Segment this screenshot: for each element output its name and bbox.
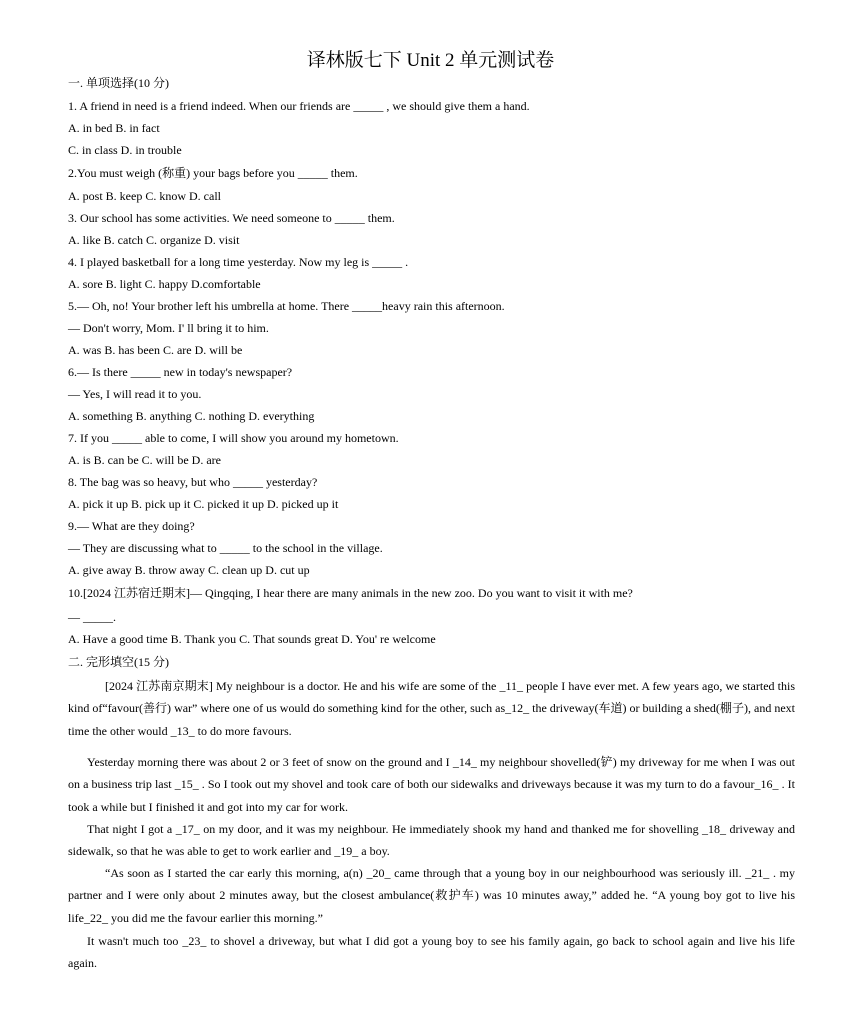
answer-options: A. something B. anything C. nothing D. everything [68, 409, 315, 423]
section-heading-cloze: 二. 完形填空(15 分) [68, 655, 169, 669]
question-text: 3. Our school has some activities. We need someone to _____ them. [68, 211, 395, 225]
answer-options: A. in bed B. in fact [68, 121, 160, 135]
question-text: 1. A friend in need is a friend indeed. When our friends are _____ , we should give them a hand. [68, 99, 530, 113]
question-text: 6.— Is there _____ new in today's newspaper? [68, 365, 293, 379]
page-title: 译林版七下 Unit 2 单元测试卷 [306, 50, 555, 71]
answer-options: A. give away B. throw away C. clean up D. cut up [68, 563, 310, 577]
answer-options: C. in class D. in trouble [68, 143, 182, 157]
cloze-paragraph: It wasn't much too _23_ to shovel a driveway, but what I did got a young boy to see his family again, go back to school again and live his life again. [68, 934, 795, 971]
answer-options: A. was B. has been C. are D. will be [68, 343, 243, 357]
answer-options: A. Have a good time B. Thank you C. That sounds great D. You' re welcome [68, 632, 436, 646]
answer-options: A. sore B. light C. happy D.comfortable [68, 277, 261, 291]
answer-options: A. is B. can be C. will be D. are [68, 453, 221, 467]
question-text: 5.— Oh, no! Your brother left his umbrella at home. There _____heavy rain this afternoon. [68, 299, 505, 313]
answer-options: A. pick it up B. pick up it C. picked it up D. picked up it [68, 497, 339, 511]
answer-options: A. post B. keep C. know D. call [68, 189, 221, 203]
cloze-paragraph: [2024 江苏南京期末] My neighbour is a doctor. He and his wife are some of the _11_ people I have ever met. A few years ago, we started this kind of“favour(善行) war” where one of us would do something kind for the other, such as_12_ the driveway(车道) or building a shed(棚子), and next time the other would _13_ to do more favours. [68, 679, 795, 738]
answer-options: A. like B. catch C. organize D. visit [68, 233, 240, 247]
question-text: 4. I played basketball for a long time yesterday. Now my leg is _____ . [68, 255, 409, 269]
dialogue-line: — Yes, I will read it to you. [68, 387, 202, 401]
question-text: 7. If you _____ able to come, I will show you around my hometown. [68, 431, 399, 445]
cloze-paragraph: Yesterday morning there was about 2 or 3 feet of snow on the ground and I _14_ my neighbour shovelled(铲) my driveway for me when I was out on a business trip last _15_ . So I took out my shovel and took care of both our sidewalks and driveways because it was my turn to do a favour_16_ . It took a while but I finished it and got into my car for work. [68, 755, 795, 814]
question-text: 2.You must weigh (称重) your bags before you _____ them. [68, 166, 358, 180]
dialogue-line: — _____. [68, 610, 116, 624]
question-text: 10.[2024 江苏宿迁期末]— Qingqing, I hear there are many animals in the new zoo. Do you want to visit it with me? [68, 586, 633, 600]
dialogue-line: — Don't worry, Mom. I' ll bring it to him. [68, 321, 269, 335]
question-text: 8. The bag was so heavy, but who _____ yesterday? [68, 475, 318, 489]
dialogue-line: — They are discussing what to _____ to the school in the village. [68, 541, 383, 555]
question-text: 9.— What are they doing? [68, 519, 195, 533]
cloze-paragraph: “As soon as I started the car early this morning, a(n) _20_ came through that a young boy in our neighbourhood was seriously ill. _21_ . my partner and I were only about 2 minutes away, but the closest ambulance(救护车) was 10 minutes away,” added he. “A young boy got to live his life_22_ you did me the favour earlier this morning.” [68, 866, 795, 925]
section-heading-single-choice: 一. 单项选择(10 分) [68, 76, 169, 90]
cloze-paragraph: That night I got a _17_ on my door, and it was my neighbour. He immediately shook my hand and thanked me for shovelling _18_ driveway and sidewalk, so that he was able to get to work earlier and _19_ a boy. [68, 822, 795, 859]
